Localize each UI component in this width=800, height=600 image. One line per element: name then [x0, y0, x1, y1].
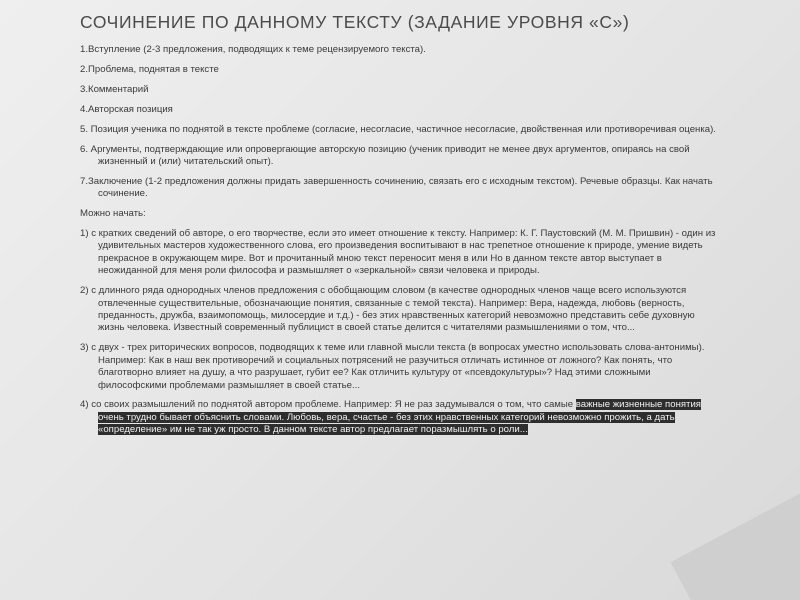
- start-option-2: 2) с длинного ряда однородных членов предложения с обобщающим словом (в качестве однородных членов чаще всего используются отвлеченные существительные, обозначающие понятия, связанные с темой текста). Например: Вера, надежда, любовь (верность, преданность, дружба, взаимопомощь, милосердие и т.д.) - без этих нравственных категорий невозможно представить себе духовную жизнь человека. Известный современный публицист в своей статье делится с читателями размышлениями о том, что...: [80, 285, 695, 334]
- start-option-4: [80, 399, 720, 436]
- item-problem: 2.Проблема, поднятая в тексте: [80, 63, 219, 75]
- start-option-4-highlighted-text: важные жизненные понятия очень трудно бывает объяснить словами. Любовь, вера, счастье - без этих нравственных категорий невозможно прожить, а дать «определение» им не так уж просто. В данном тексте автор предлагает поразмышлять о роли...: [98, 399, 702, 436]
- item-arguments: 6. Аргументы, подтверждающие или опровергающие авторскую позицию (ученик приводит не менее двух аргументов, опираясь на свой жизненный и (или) читательский опыт).: [80, 143, 690, 167]
- item-student-position: 5. Позиция ученика по поднятой в тексте проблеме (согласие, несогласие, частичное несогласие, двойственная или противоречивая оценка).: [80, 123, 716, 135]
- can-start-label: Можно начать:: [80, 208, 146, 220]
- item-intro: 1.Вступление (2-3 предложения, подводящих к теме рецензируемого текста).: [80, 44, 426, 55]
- start-option-3: 3) с двух - трех риторических вопросов, подводящих к теме или главной мысли текста (в вопросах уместно использовать слова-антонимы). Например: Как в наш век противоречий и социальных потрясений не разучиться отличать истинное от ложного? Как понять, что благотворно влияет на душу, а что разрушает, губит ее? Как отличить культуру от «псевдокультуры»? Над этими сложными философскими проблемами размышляет в своей статье...: [80, 342, 705, 391]
- item-commentary: 3.Комментарий: [80, 83, 149, 95]
- item-conclusion: 7.Заключение (1-2 предложения должны придать завершенность сочинению, связать его с исходным текстом). Речевые образцы. Как начать сочинение.: [80, 175, 713, 200]
- slide-content: [80, 44, 720, 444]
- slide-title: СОЧИНЕНИЕ ПО ДАННОМУ ТЕКСТУ (ЗАДАНИЕ УРОВНЯ «С»): [80, 12, 630, 32]
- start-option-4-text: 4) со своих размышлений по поднятой автором проблеме. Например: Я не раз задумывался о том, что самые: [80, 399, 576, 411]
- slide-corner-decoration: [671, 492, 800, 600]
- item-author-position: 4.Авторская позиция: [80, 103, 173, 115]
- start-option-1: 1) с кратких сведений об авторе, о его творчестве, если это имеет отношение к тексту. Например: К. Г. Паустовский (М. М. Пришвин) - один из удивительных мастеров художественного слова, его произведения воспитывают в нас трепетное отношение к природе, умение видеть прекрасное в окружающем мире. Вот и прочитанный мною текст переносит меня в или Но в данном тексте автор выступает в неожиданной для меня роли философа и размышляет о «зеркальной» связи человека и природы.: [80, 228, 716, 277]
